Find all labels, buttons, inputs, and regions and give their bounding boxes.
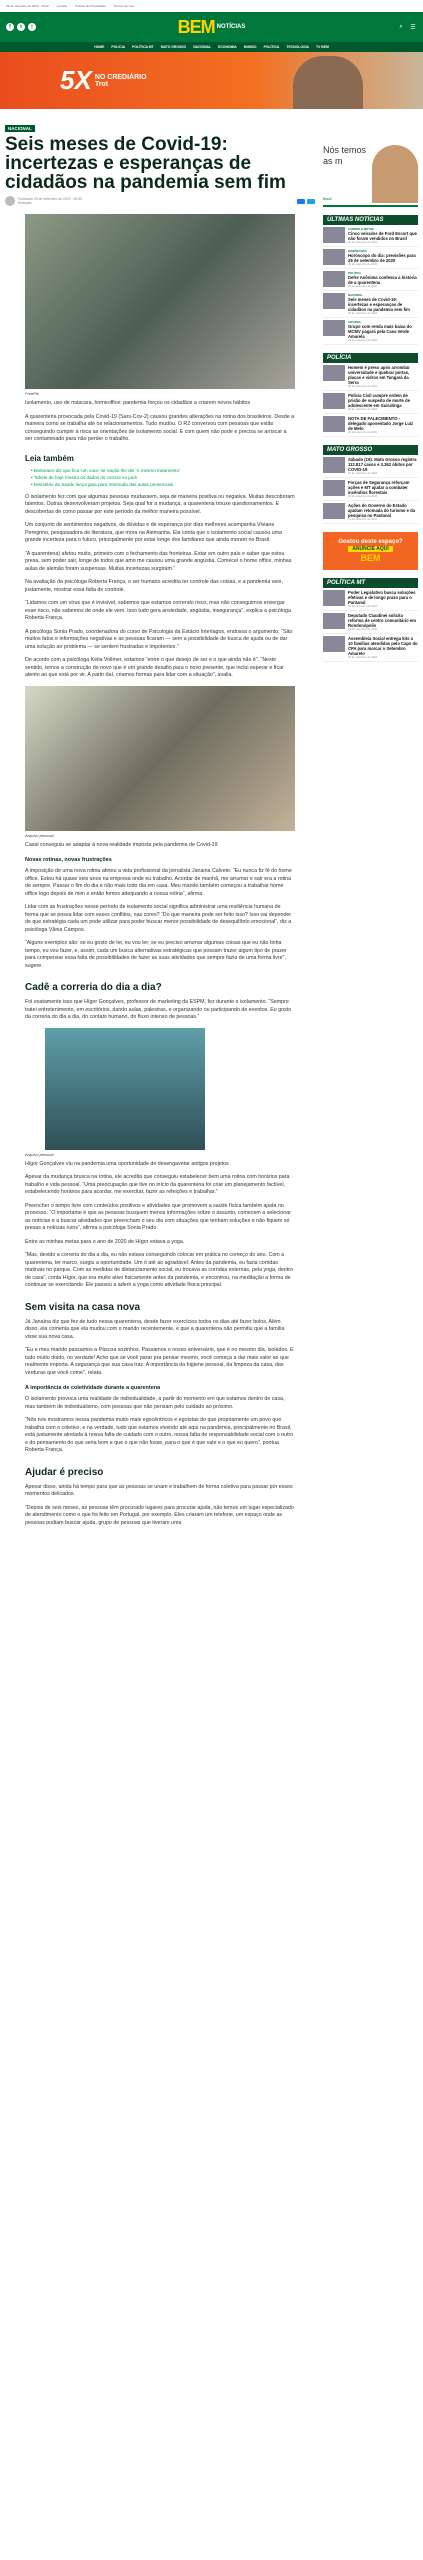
news-title: Defre Anônima confessa a história de a quarentena — [348, 275, 417, 285]
mato-grosso-heading[interactable]: MATO GROSSO — [323, 445, 418, 455]
news-date: 29 de setembro de 2020 — [348, 241, 378, 244]
news-title: Grupo com renda mais baixa do MCMV pagará pela Casa Verde Amarela — [348, 324, 412, 339]
paragraph: Apesar da mudança brusca na rotina, ele acredita que conseguiu estabelecer bem uma rotina com horários para trabalho e vida pessoal. “Uma preocupação que tive no início da quarentena foi criar um planejamento factível, estabelecendo horários para acordar, me exercitar, fazer as refeições e trabalhar.” — [25, 1174, 290, 1195]
top-link-contato[interactable]: Contato — [56, 4, 68, 8]
article-photo-1 — [25, 214, 295, 389]
latest-news-heading: ÚLTIMAS NOTÍCIAS — [323, 215, 418, 225]
related-title: Leia também — [25, 453, 74, 463]
related-link[interactable]: • Tabela de hoje mostra os dados do corona no país — [31, 474, 295, 481]
paragraph: “Eu e meu marido passamos a Páscoa sozinhos. Passamos o nosso aniversário, que é no mesmo dia, isolados. E tudo muito doido, no verdade! Acho que se você parar pra pensar mesmo, você começa a dar mais valor ao que realmente importa. A segurança que sua casa traz. A importância da higiene pessoal, da limpeza da casa, das verduras que você come”, relata. — [25, 1347, 294, 1376]
nav-politica[interactable]: POLÍTICA — [263, 45, 280, 49]
paragraph: De acordo com a psicóloga Keila Vollmer, estamos “entre o que desejo de ser e o que ainda não é”. “Neste sentido, temos a construção do novo que é um grande desafio para o novo presente, que inclui esperar e ficar atento ao que está por vir. A partir daí, criamos formas para lidar com a situação”, avalia. — [25, 657, 284, 678]
news-date: 28 de setembro de 2020 — [348, 431, 378, 434]
news-thumbnail — [323, 249, 345, 265]
article-photo-2 — [25, 686, 295, 831]
news-title: Sábado (19): Mato Grosso registra 112.817 casos e 3.262 óbitos por COVID-19 — [348, 457, 417, 472]
politics-mt-heading[interactable]: POLÍTICA MT — [323, 578, 418, 588]
related-link[interactable]: • Ministério da Saúde lança guia para retomada das aulas presenciais — [31, 481, 295, 488]
nav-tv-bem[interactable]: TV BEM — [316, 45, 329, 49]
news-title: Homem é preso após arrombar universidade e quebrar portas, placas e vidros em Tangará da Serra — [348, 365, 410, 385]
paragraph: “Depois de seis meses, as pessoas têm procurado lugares para procurar ajuda, não temos um lugar especializado de atendimento como o que foi feito em Portugal, por exemplo. Eles criaram um telefone, um espaço onde as pessoas podiam buscar ajuda, grupo de pessoas que tiveram uma — [25, 1504, 294, 1526]
list-item[interactable] — [323, 391, 418, 414]
sidebar-ad-image — [372, 145, 418, 203]
top-bar — [0, 0, 423, 12]
news-category: NACIONAL — [348, 293, 363, 297]
news-thumbnail — [323, 503, 345, 519]
paragraph: Entre as minhas metas para o ano de 2020 de Hígor estava a yoga. — [25, 1238, 185, 1245]
news-date: 29 de setembro de 2020 — [348, 339, 378, 342]
main-nav — [0, 42, 423, 52]
article-column — [5, 117, 315, 1533]
news-thumbnail — [323, 365, 345, 381]
paragraph: “Nós nos mostramos nessa pandemia muito mais egocêntricos e egoístas do que propriamente um povo que trabalha com o coletivo, e na verdade, tudo que estamos vivendo até aqui na pandemia, principalmente no Brasil, está justamente atrelada à nossa falta de cuidado com o outro, nossa falta de responsabilidade social com o outro e do pensamento do que seria bom e que o que não fosse, para o que é que vale e o que eu quero”, pontua Roberta França. — [25, 1417, 294, 1453]
photo3-caption: Arquivo pessoal — [25, 1151, 54, 1157]
news-thumbnail — [323, 480, 345, 496]
news-date: 19 de setembro de 2020 — [348, 495, 378, 498]
section-heading: Ajudar é preciso — [25, 1466, 104, 1478]
share-facebook-button[interactable] — [297, 199, 305, 204]
related-link[interactable]: • Bolsonaro diz que fica 'um caco' se nação lhe der 'o mesmo tratamento' — [31, 467, 295, 474]
article-title: Seis meses de Covid-19: incertezas e esperanças de cidadãos na pandemia sem fim — [5, 134, 286, 193]
paragraph: “Alguns exemplos são: se eu gosto de ler, eu vou ler; se eu preciso arrumar algumas coisas que eu não tinha tempo, eu vou fazer, e, assim, cada um busca alternativas estratégicas que possam trazer algum tipo de prazer para compensar essa falta de possibilidades de fazer as suas atividades que sempre fazia de uma forma livre”, sugere. — [25, 940, 287, 969]
news-title: Polícia Civil cumpre ordem de prisão de suspeito de morte de adolescente em Guiratinga — [348, 393, 410, 408]
paragraph: Casal conseguiu se adaptar à nova realidade imposta pela pandemia de Covid-19 — [25, 841, 218, 848]
nav-policia[interactable]: POLÍCIA — [111, 45, 126, 49]
news-thumbnail — [323, 636, 345, 652]
instagram-icon[interactable]: i — [28, 23, 36, 31]
news-thumbnail — [323, 227, 345, 243]
paragraph: Na avaliação da psicóloga Roberta França, o ser humano acredita ter controle das coisas, e a pandemia veio, justamente, mostrar essa falta de controle. — [25, 579, 283, 593]
publish-date: Publicado 29 de setembro de 2020 - 06:30 — [18, 197, 83, 201]
news-title: Cinco veículos de Ford Escort que não foram vendidos no Brasil — [348, 231, 417, 241]
list-item[interactable] — [323, 588, 418, 611]
top-link-privacidade[interactable]: Política de Privacidade — [75, 4, 106, 8]
nav-politica-mt[interactable]: POLÍTICA MT — [132, 45, 154, 49]
paragraph: “Mas, devido a correria do dia a dia, eu não estava conseguindo colocar em prática no começo do ano. Com a quarentena, ter marco, surgiu a oportunidade. Um ó até ao agradável: Antes da pandemia, eu fazia corridas matinais no parque. Com as medidas de distanciamento social, eu trocava as corridas externas, pela yoga, dentro de casa”, conta Hígor, que era muito ativo fisicamente antes da pandemia, e encontrou, na meditação a forma de continuar se exercitando. Ele passou a aderir a yoga como atividade física principal. — [25, 1252, 293, 1288]
paragraph: “A quarentena) afetou muito, primeiro com o fechamento das fronteiras. Estar em outro país e saber que estou presa, sem poder sair, longe de todos que amo me causou uma grande angústia. Comecei o home office, minhas aulas de alemão foram suspensas. Muitas incertezas surgiram.” — [25, 550, 292, 572]
section-heading: Sem visita na casa nova — [25, 1301, 141, 1313]
photo1-caption: FreePik — [25, 391, 39, 396]
news-date: 19 de setembro de 2020 — [348, 518, 378, 521]
list-item[interactable] — [323, 225, 418, 247]
nav-home[interactable]: HOME — [94, 45, 105, 49]
banner-line2: Trot — [94, 80, 109, 88]
news-date: 28 de setembro de 2020 — [348, 385, 378, 388]
news-date: 29 de setembro de 2020 — [348, 628, 378, 631]
sidebar-ad-text: Nós temos as m — [323, 145, 367, 166]
banner-line1: NO CREDIÁRIO — [94, 73, 147, 81]
top-link-termos[interactable]: Termos de Uso — [113, 4, 134, 8]
author-name[interactable]: Redação — [18, 201, 32, 205]
top-date: 29 de setembro de 2020 - 20:32 — [6, 4, 49, 8]
list-item[interactable] — [323, 269, 418, 291]
news-category: CARROS & MOTOS — [348, 227, 374, 231]
list-item[interactable] — [323, 478, 418, 501]
news-title: Seis meses de Covid-19: incertezas e esperanças de cidadãos na pandemia sem fim — [348, 297, 410, 312]
news-thumbnail — [323, 590, 345, 606]
share-buttons — [297, 199, 315, 204]
paragraph: A psicóloga Sonia Prado, coordenadora do curso de Psicologia da Estácio Interlagos, endossa o argumento. “São muitos fatos e informações negativas e as pessoas ficaram — sem a possibilidade de busca de ajuda ou de dar uma solução ao problema — se sentem frustradas e impotentes.” — [25, 628, 293, 650]
section-heading: A importância de coletividade durante a quarentena — [25, 1385, 161, 1391]
list-item[interactable] — [323, 291, 418, 318]
news-category: POLÍTICA — [348, 271, 362, 275]
ad-line2: ANUNCIE AQUI — [348, 546, 392, 552]
list-item[interactable] — [323, 501, 418, 524]
top-ad-banner[interactable] — [0, 52, 423, 109]
list-item[interactable] — [323, 247, 418, 269]
section-heading: Novas rotinas, novas frustrações — [25, 857, 112, 863]
news-title: Horóscopo do dia: previsões para 29 de setembro de 2020 — [348, 253, 416, 263]
article-photo-3 — [45, 1028, 205, 1150]
ad-logo: BEM — [360, 553, 381, 563]
news-date: 29 de setembro de 2020 — [348, 285, 378, 288]
news-title: Assembleia Social entrega kits a 10 famílias atendidas pelo Caps do CPA para marcar o Setembro Amarelo — [348, 636, 418, 656]
news-thumbnail — [323, 320, 345, 336]
news-title: Forças de Segurança reforçam ações e MT ajudar a combater incêndios florestais — [348, 480, 410, 495]
nav-mato-grosso[interactable]: MATO GROSSO — [160, 45, 187, 49]
paragraph: Apesar disso, ainda há tempo para que as pessoas se unam e trabalhem de forma coletiva para passar por esses momentos delicados. — [25, 1483, 293, 1497]
related-links — [25, 454, 295, 488]
news-thumbnail — [323, 271, 345, 287]
paragraph: “Lidamos com um vírus que é invisível, sabemos que estamos correndo risco, mas não conseguimos enxergar esse risco, não sabemos de onde ele vem. Isso tudo gera ansiedade, angústia, insegurança”, explica a psicóloga Roberta França. — [25, 600, 291, 621]
site-logo[interactable] — [178, 17, 246, 38]
paragraph: Um conjunto de sentimentos negativos, de dúvidas e de esperança por dias melhores acompanha Viviane Peregrino, pesquisadora de literatura, que mora na Alemanha. Ela conta que o isolamento social causou uma grande incerteza para o futuro, principalmente por estar longe dos familiares que ainda moram no Brasil. — [25, 522, 283, 543]
news-category: HORÓSCOPO — [348, 249, 367, 253]
search-icon[interactable]: ⌕ — [399, 23, 403, 30]
news-thumbnail — [323, 457, 345, 473]
paragraph: Foi exatamente isso que Hígor Gonçalves, professor de marketing da ESPM, fez durante o isolamento. “Sempre tratei entretenimento, em escritórios, dando aulas, palestras, e organizando ou participando de eventos. Eu gosto da correria do dia a dia, do contato humano, do fluxo intenso de pessoas.” — [25, 999, 292, 1020]
news-title: Poder Legislativo busca soluções efetivas e de longo prazo para o Pantanal — [348, 590, 416, 605]
paragraph: A imposição de uma nova rotina afetou a vida profissional da jornalista Janaina Calvete. “Eu nunca fiz fé do home office. Estou há quase seis anos na empresa onde eu trabalho. Acordar de manhã, me arrumar e sair era a rotina de sempre. Passar o fim do dia e não mais todo dia em casa. Meu marido também começou a trabalhar home office logo depois de mim e então fomos adequando a nossa rotina”, afirma. — [25, 868, 292, 897]
news-title: Deputado Claudinei solicita reforma de centro comunitário em Rondonópolis — [348, 613, 416, 628]
facebook-icon[interactable]: f — [6, 23, 14, 31]
nav-mundo[interactable]: MUNDO — [243, 45, 257, 49]
news-thumbnail — [323, 293, 345, 309]
list-item[interactable] — [323, 634, 418, 662]
article-meta — [5, 196, 315, 206]
paragraph: Preencher o tempo livre com conteúdos positivos e atividades que promovem a saúde física também ajuda no processo. “O importante é que as pessoas busquem menos informações sobre o assunto, comecem a selecionar as notícias e a buscar atividades que preencham o seu dia com situações que tenham soluções e não fiquem só presas a notícias ruins”, afirma a psicóloga Sonia Prado. — [25, 1202, 291, 1231]
share-twitter-button[interactable] — [307, 199, 315, 204]
news-title: NOTA DE FALECIMENTO - delegado aposentado Jorge Luiz de Melo — [348, 416, 414, 431]
sidebar — [323, 117, 418, 1533]
ad-line1: Gostou deste espaço? — [338, 539, 403, 545]
list-item[interactable] — [323, 611, 418, 634]
police-heading[interactable]: POLÍCIA — [323, 353, 418, 363]
photo2-caption: Arquivo pessoal — [25, 832, 54, 838]
logo-subtext: NOTÍCIAS — [216, 24, 246, 30]
news-thumbnail — [323, 613, 345, 629]
nav-nacional[interactable]: NACIONAL — [193, 45, 212, 49]
paragraph: Lidar com as frustrações nesse período de isolamento social significa administrar uma resiliência humana de forma que se possa lidar com esses conflitos, nas cores? “Do que maneira pode ser feito isso? Isso vai depender de que estratégia cada um pode utilizar para poder buscar menor possibilidade de desequilíbrio emocional”, diz a psicóloga Vânia Campos. — [25, 904, 292, 933]
list-item[interactable] — [323, 414, 418, 437]
news-date: 29 de setembro de 2020 — [348, 312, 378, 315]
site-header — [0, 12, 423, 42]
news-date: 29 de setembro de 2020 — [348, 263, 378, 266]
paragraph: O isolamento fez com que algumas pessoas mudassem, seja de maneira positiva ou negativa. Muitas descobriram talentos. Outras desenvolveram projetos. Seja qual for a mudança, a quarentena trouxe questionamentos. E descobertas de como passar por este período da melhor maneira possível. — [25, 493, 295, 515]
author-avatar — [5, 196, 15, 206]
advertise-here-ad[interactable] — [323, 532, 418, 570]
social-links — [6, 23, 36, 31]
list-item[interactable] — [323, 363, 418, 391]
news-date: 29 de setembro de 2020 — [348, 656, 378, 659]
nav-economia[interactable]: ECONOMIA — [218, 45, 237, 49]
paragraph: A quarentena provocada pela Covid-19 (Sars-Cov-2) causou grandes alterações na rotina dos brasileiros. Desde a maneira como se trabalha até os relacionamentos. Tudo mudou. O R2 conversou com pessoas que estão conseguindo cumprir à risca as orientações de isolamento social. E com quem não pode e precisa se arriscar a ser contaminado para não perder o trabalho. — [25, 413, 295, 442]
news-category: CIDADES — [348, 320, 361, 324]
section-heading: Cadê a correria do dia a dia? — [25, 982, 162, 993]
article-body — [5, 400, 315, 1527]
news-title: Ações do Governo do Estado ajudam retomada do turismo e da pesquisa no Pantanal — [348, 503, 416, 518]
news-date: 28 de setembro de 2020 — [348, 408, 378, 411]
logo-text: BEM — [177, 16, 215, 37]
paragraph: Já Janaína diz que fez de tudo nessa quarentena, desde fazer exercícios todos os dias até fazer bolos. Além disso, ela comenta que ela mudou com o marido recentemente, e que a quarentena não permitiu que a família visse sua nova casa. — [25, 1318, 285, 1340]
paragraph: Isolamento, uso de máscara, homeoffice: pandemia forçou os cidadãos a criarem novos hábitos — [25, 400, 251, 406]
paragraph: O isolamento provoca uma realidade de individualidade, a partir do momento em que estamos dentro de casa, mas também de individualismo, com pessoas que não pensam pelo cuidado ao próximo. — [25, 1396, 285, 1410]
paragraph: Hígor Gonçalves viu na pandemia uma oportunidade de desengavetar antigos projetos — [25, 1160, 229, 1167]
sidebar-ad[interactable] — [323, 145, 418, 207]
list-item[interactable] — [323, 318, 418, 345]
banner-model-image — [293, 56, 363, 109]
menu-icon[interactable]: ☰ — [410, 24, 416, 31]
news-thumbnail — [323, 393, 345, 409]
nav-tecnologia[interactable]: TECNOLOGIA — [286, 45, 309, 49]
list-item[interactable] — [323, 455, 418, 478]
news-thumbnail — [323, 416, 345, 432]
sidebar-ad-small: Brasil — [323, 197, 332, 201]
twitter-icon[interactable]: t — [17, 23, 25, 31]
category-tag[interactable]: NACIONAL — [5, 125, 35, 132]
banner-5x: 5X — [60, 65, 92, 95]
news-date: 19 de setembro de 2020 — [348, 472, 378, 475]
news-date: 29 de setembro de 2020 — [348, 605, 378, 608]
